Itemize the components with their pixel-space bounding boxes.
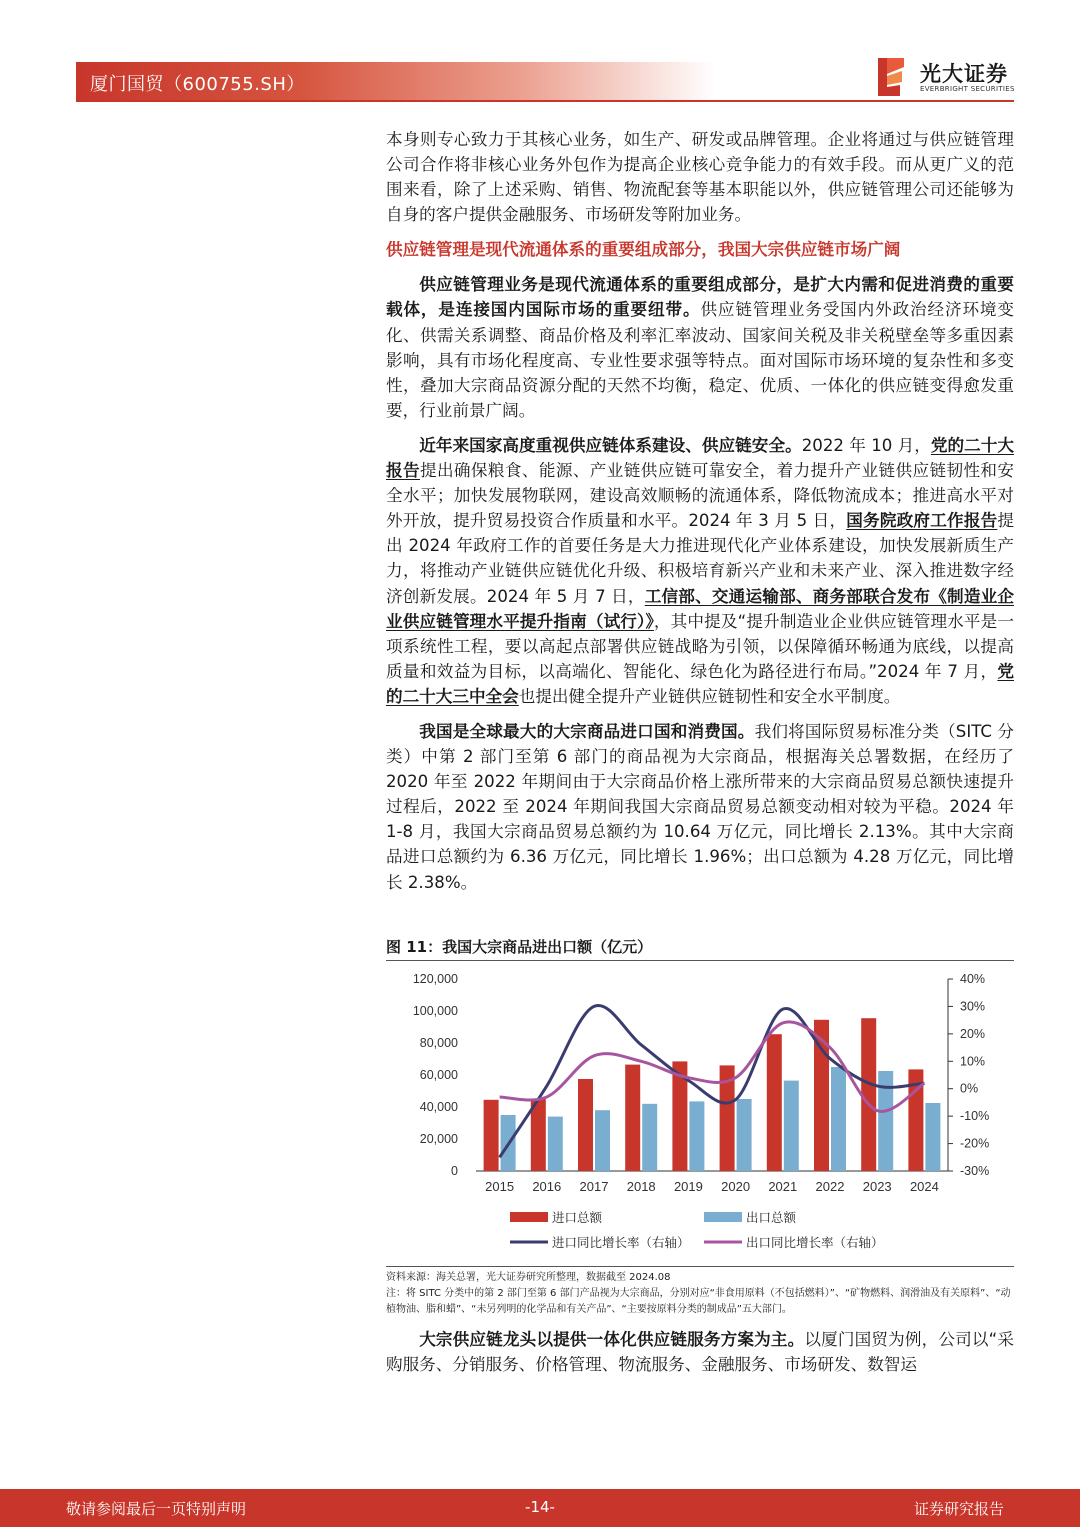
left-tick-label: 0: [451, 1164, 458, 1178]
export-bar: [831, 1067, 846, 1171]
right-tick-label: -20%: [960, 1136, 990, 1151]
paragraph-4: [386, 1327, 1014, 1377]
x-tick-label: 2016: [532, 1179, 562, 1194]
left-tick-label: 120,000: [412, 972, 458, 986]
left-tick-label: 80,000: [419, 1036, 458, 1050]
chart-axes: [476, 979, 948, 1171]
trade-chart: [386, 962, 1014, 1262]
paragraph-1: [386, 272, 1014, 423]
paragraph-1-lead: 供应链管理业务是现代流通体系的重要组成部分，是扩大内需和促进消费的重要载体，是连接国内国际市场的重要纽带。: [386, 275, 1014, 320]
paragraph-2-text: 提出确保粮食、能源、产业链供应链可靠安全，着力提升产业链供应链韧性和安全水平；加快发展物联网，建设高效顺畅的流通体系，降低物流成本；推进高水平对外开放，提升贸易投资合作质量和水平。2024 年 3 月 5 日，: [386, 461, 1014, 531]
legend-swatch: [704, 1212, 742, 1222]
export-bar: [642, 1104, 657, 1171]
paragraph-4-lead: 大宗供应链龙头以提供一体化供应链服务方案为主。: [419, 1330, 805, 1349]
right-tick-label: -10%: [960, 1109, 990, 1124]
export-bar: [595, 1110, 610, 1171]
source-line: 资料来源：海关总署，光大证券研究所整理，数据截至 2024.08: [386, 1272, 671, 1283]
right-tick-label: -30%: [960, 1164, 990, 1178]
paragraph-3: [386, 719, 1014, 895]
page-number: -14-: [525, 1498, 555, 1516]
figure-bottom-rule: [386, 1266, 1014, 1267]
chart-legend: [510, 1210, 884, 1250]
x-tick-label: 2022: [815, 1179, 845, 1194]
policy-ref-gov-report: 国务院政府工作报告: [846, 511, 998, 531]
right-axis-labels: [948, 972, 989, 1178]
x-tick-label: 2019: [673, 1179, 703, 1194]
header-divider: [76, 100, 1014, 102]
x-axis-labels: [485, 1179, 939, 1194]
paragraph-2: [386, 433, 1014, 709]
intro-paragraph: 本身则专心致力于其核心业务，如生产、研发或品牌管理。企业将通过与供应链管理公司合作将非核心业务外包作为提高企业核心竞争能力的有效手段。而从更广义的范围来看，除了上述采购、销售、物流配套等基本职能以外，供应链管理公司还能够为自身的客户提供金融服务、市场研发等附加业务。: [386, 130, 1014, 225]
header-bar: [76, 62, 716, 100]
export-bar: [689, 1101, 704, 1171]
export-bar: [548, 1117, 563, 1171]
header-title: 厦门国贸（600755.SH）: [90, 74, 305, 95]
left-axis-labels: [413, 972, 458, 1178]
x-tick-label: 2015: [485, 1179, 515, 1194]
right-tick-label: 0%: [960, 1081, 979, 1096]
policy-ref-congress-report: 党的二十大报告: [386, 435, 1015, 481]
paragraph-1-text: 供应链管理业务受国内外政治经济环境变化、供需关系调整、商品价格及利率汇率波动、国家间关税及非关税壁垒等多重因素影响，具有市场化程度高、专业性要求强等特点。面对国际市场环境的复杂性和多变性，叠加大宗商品资源分配的天然不均衡，稳定、优质、一体化的供应链变得愈发重要，行业前景广阔。: [386, 300, 1014, 420]
x-tick-label: 2017: [579, 1179, 609, 1194]
paragraph-2-text: 提出 2024 年政府工作的首要任务是大力推进现代化产业体系建设，加快发展新质生产力，将推动产业链供应链优化升级、积极培育新兴产业和未来产业、深入推进数字经济创新发展。2024 年 5 月 7 日，: [386, 511, 1015, 606]
x-tick-label: 2018: [626, 1179, 656, 1194]
policy-ref-plenum: 党的二十大三中全会: [386, 661, 1014, 706]
import-bar: [625, 1065, 640, 1171]
footer-disclaimer: 敬请参阅最后一页特别声明: [66, 1500, 247, 1518]
export-bar: [925, 1103, 940, 1171]
paragraph-4-text: 以厦门国贸为例，公司以“采购服务、分销服务、价格管理、物流服务、金融服务、市场研发、数智运: [386, 1330, 1014, 1375]
logo-text-en: EVERBRIGHT SECURITIES: [920, 85, 1015, 93]
right-tick-label: 40%: [960, 972, 986, 986]
x-tick-label: 2021: [768, 1179, 798, 1194]
paragraph-2-text: 2022 年 10 月，: [801, 435, 931, 455]
legend-label: 进口总额: [552, 1210, 603, 1225]
figure-source: [386, 1270, 1014, 1318]
everbright-logo-icon: [878, 58, 904, 96]
left-tick-label: 60,000: [419, 1068, 458, 1082]
legend-label: 出口同比增长率（右轴）: [746, 1235, 884, 1250]
paragraph-2-text: ，其中提及“提升制造业企业供应链管理水平是一项系统性工程，要以高起点部署供应链战略为引领，以保障循环畅通为底线，以提高质量和效益为目标，以高端化、智能化、绿色化为路径进行布局。”2024 年 7 月，: [386, 611, 1014, 681]
company-logo: [878, 56, 1018, 98]
legend-swatch: [510, 1212, 548, 1222]
paragraph-2-lead: 近年来国家高度重视供应链体系建设、供应链安全。: [419, 435, 802, 455]
footer-bar: [0, 1489, 1080, 1527]
import-bar: [484, 1100, 499, 1171]
import-bar: [578, 1079, 593, 1171]
footer-report-type: 证券研究报告: [913, 1500, 1004, 1518]
source-note: 注：将 SITC 分类中的第 2 部门至第 6 部门产品视为大宗商品，分别对应“非食用原料（不包括燃料）”、“矿物燃料、润滑油及有关原料”、“动植物油、脂和蜡”、“未另列明的化学品和有关产品”、“主要按原料分类的制成品”五大部门。: [386, 1288, 1011, 1315]
paragraph-4-container: [386, 1327, 1014, 1377]
body-text: [386, 127, 1014, 895]
paragraph-3-text: 我们将国际贸易标准分类（SITC 分类）中第 2 部门至第 6 部门的商品视为大宗商品，根据海关总署数据，在经历了 2020 年至 2022 年期间由于大宗商品价格上涨所带来的大宗商品贸易总额快速提升过程后，2022 至 2024 年期间我国大宗商品贸易总额变动相对较为平稳。2024 年 1-8 月，我国大宗商品贸易总额约为 10.64 万亿元，同比增长 2.13%。其中大宗商品进口总额约为 6.36 万亿元，同比增长 1.96%；出口总额为 4.28 万亿元，同比增长 2.38%。: [386, 721, 1015, 892]
import-bar: [767, 1034, 782, 1171]
figure-top-rule: [386, 960, 1014, 961]
logo-text-cn: 光大证券: [920, 62, 1008, 86]
right-tick-label: 10%: [960, 1054, 986, 1069]
paragraph-3-lead: 我国是全球最大的大宗商品进口国和消费国。: [419, 721, 755, 741]
figure-title: 图 11：我国大宗商品进出口额（亿元）: [386, 938, 653, 956]
legend-label: 出口总额: [746, 1210, 797, 1225]
export-bar: [784, 1081, 799, 1171]
right-tick-label: 30%: [960, 999, 986, 1014]
section-subheading: 供应链管理是现代流通体系的重要组成部分，我国大宗供应链市场广阔: [386, 240, 901, 260]
x-tick-label: 2020: [721, 1179, 751, 1194]
x-tick-label: 2023: [862, 1179, 892, 1194]
policy-ref-miit-guide: 工信部、交通运输部、商务部联合发布《制造业企业供应链管理水平提升指南（试行）》: [386, 586, 1015, 631]
line-series: [500, 1005, 925, 1157]
left-tick-label: 20,000: [419, 1132, 458, 1146]
import-bar: [861, 1018, 876, 1171]
legend-label: 进口同比增长率（右轴）: [552, 1235, 690, 1250]
paragraph-2-text: 也提出健全提升产业链供应链韧性和安全水平制度。: [518, 686, 901, 706]
left-tick-label: 100,000: [412, 1004, 458, 1018]
left-tick-label: 40,000: [419, 1100, 458, 1114]
x-tick-label: 2024: [909, 1179, 939, 1194]
export-bar: [737, 1099, 752, 1171]
right-tick-label: 20%: [960, 1026, 986, 1041]
